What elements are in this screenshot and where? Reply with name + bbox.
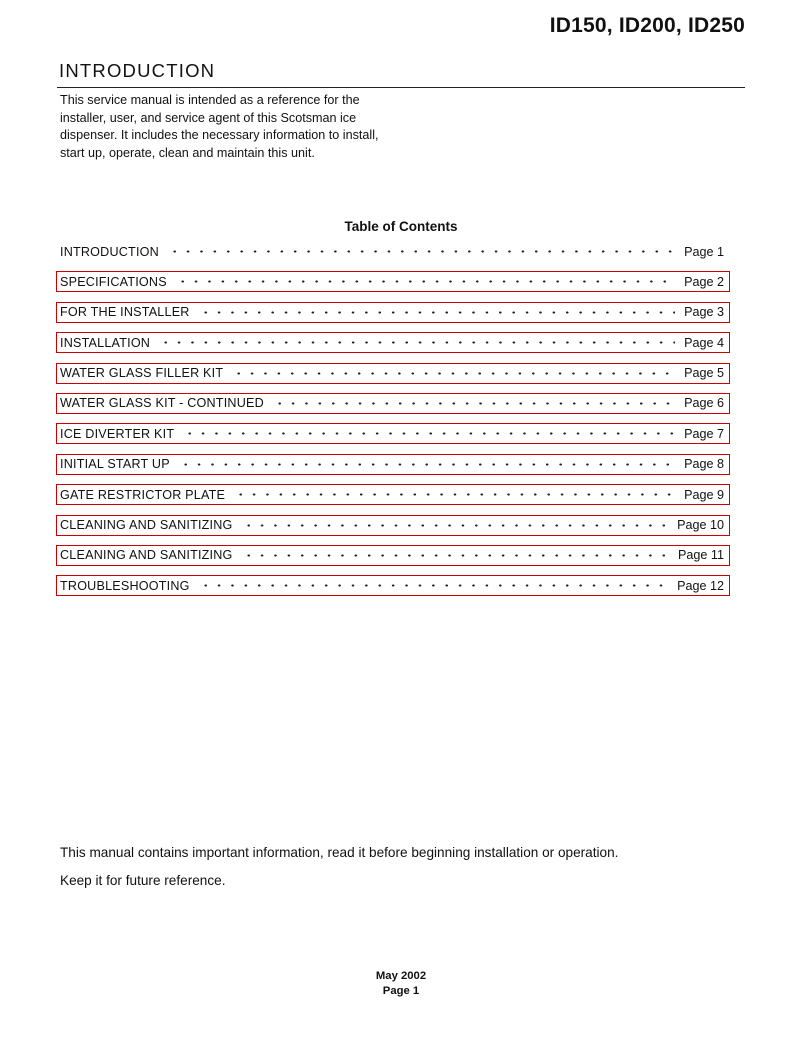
toc-entry[interactable] <box>56 271 730 292</box>
toc-entry-label: FOR THE INSTALLER <box>60 305 190 320</box>
toc-entry-page: Page 3 <box>684 305 724 320</box>
toc-entry[interactable] <box>56 302 730 323</box>
dot-leader <box>159 333 675 352</box>
toc-entry-label: WATER GLASS KIT - CONTINUED <box>60 396 264 411</box>
toc-entry[interactable] <box>56 423 730 444</box>
toc-entry-label: INTRODUCTION <box>60 244 159 259</box>
toc-entry-label: INSTALLATION <box>60 335 151 350</box>
toc-entry-page: Page 4 <box>684 335 724 350</box>
toc-entry[interactable] <box>56 484 730 505</box>
toc-entry-page: Page 2 <box>684 274 724 289</box>
page-footer <box>0 969 802 999</box>
toc-entry-page: Page 1 <box>684 244 724 259</box>
toc-entry-page: Page 5 <box>684 366 724 381</box>
heading-rule <box>57 87 745 88</box>
toc-entry[interactable] <box>56 363 730 384</box>
footer-date: May 2002 <box>375 970 427 982</box>
dot-leader <box>183 424 675 443</box>
dot-leader <box>232 364 675 383</box>
footer-page-number: Page 1 <box>382 985 420 997</box>
introduction-paragraph: This service manual is intended as a reference for the installer, user, and service agent of this Scotsman ice dispenser. It includes the necessary information to install, start up, operate, clean and maintain this unit. <box>60 93 379 160</box>
toc-entry-label: GATE RESTRICTOR PLATE <box>60 487 226 502</box>
toc-entry-page: Page 8 <box>684 457 724 472</box>
introduction-heading: INTRODUCTION <box>59 60 216 81</box>
toc-entry-label: SPECIFICATIONS <box>60 274 167 289</box>
dot-leader <box>242 546 669 565</box>
notice-line-1: This manual contains important information, read it before beginning installation or operation. <box>60 845 619 860</box>
dot-leader <box>199 303 675 322</box>
toc-title: Table of Contents <box>344 219 458 234</box>
toc-entry[interactable] <box>56 515 730 536</box>
important-notice <box>60 844 742 900</box>
dot-leader <box>199 576 668 595</box>
toc-entry[interactable] <box>56 393 730 414</box>
toc-entry-page: Page 6 <box>684 396 724 411</box>
toc-entry-label: WATER GLASS FILLER KIT <box>60 366 224 381</box>
table-of-contents <box>56 241 730 606</box>
toc-entry[interactable] <box>56 545 730 566</box>
notice-line-2: Keep it for future reference. <box>60 873 226 888</box>
toc-entry-page: Page 9 <box>684 487 724 502</box>
dot-leader <box>242 516 669 535</box>
toc-entry-label: CLEANING AND SANITIZING <box>60 548 233 563</box>
toc-entry-page: Page 11 <box>678 548 724 563</box>
dot-leader <box>168 242 675 261</box>
toc-entry-label: CLEANING AND SANITIZING <box>60 518 233 533</box>
toc-entry-label: ICE DIVERTER KIT <box>60 426 175 441</box>
toc-entry[interactable] <box>56 575 730 596</box>
document-title: ID150, ID200, ID250 <box>549 14 745 37</box>
toc-entry-page: Page 10 <box>677 518 724 533</box>
toc-entry-page: Page 7 <box>684 426 724 441</box>
toc-entry-label: TROUBLESHOOTING <box>60 578 190 593</box>
toc-entry[interactable] <box>56 454 730 475</box>
dot-leader <box>179 455 675 474</box>
dot-leader <box>273 394 675 413</box>
dot-leader <box>176 272 675 291</box>
dot-leader <box>234 485 675 504</box>
toc-entry-label: INITIAL START UP <box>60 457 170 472</box>
toc-entry <box>56 241 730 262</box>
toc-entry-page: Page 12 <box>677 578 724 593</box>
toc-entry[interactable] <box>56 332 730 353</box>
